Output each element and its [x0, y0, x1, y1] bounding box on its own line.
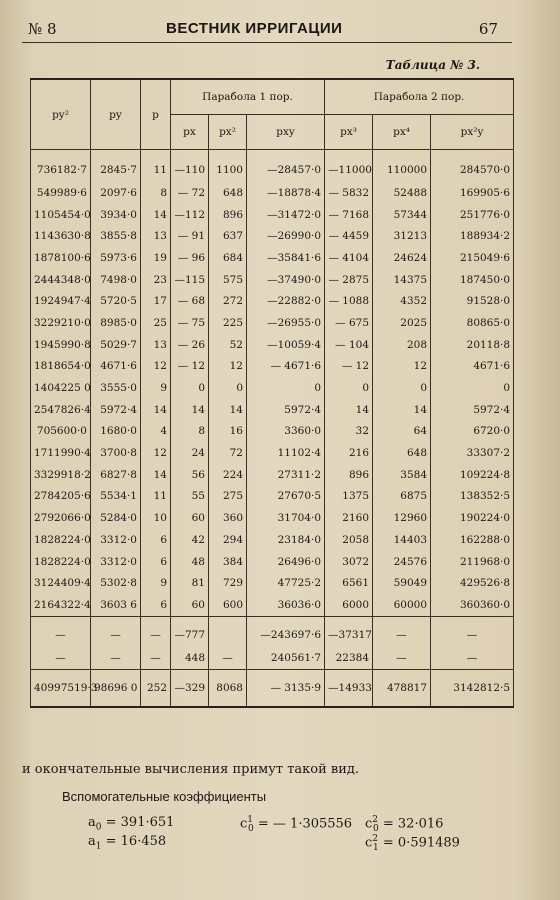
table-cell: 24: [171, 442, 209, 464]
table-cell: 216: [325, 442, 373, 464]
closing-sentence: и окончательные вычисления примут такой вид.: [22, 762, 360, 777]
col-header-px2: px²: [209, 115, 247, 150]
table-row: [31, 464, 514, 486]
table-cell: 896: [209, 204, 247, 226]
col-header-p: p: [141, 79, 171, 150]
table-cell: 3312·0: [91, 551, 141, 573]
table-cell: 1100: [209, 150, 247, 183]
table-row: [31, 377, 514, 399]
table-row: [31, 421, 514, 443]
table-cell: 14: [171, 399, 209, 421]
data-table-wrap: [30, 78, 513, 708]
table-partial-sums: [31, 616, 514, 669]
table-cell: 11: [141, 150, 171, 183]
table-cell: — 104: [325, 334, 373, 356]
table-cell: 31704·0: [247, 507, 325, 529]
table-cell: 6000: [325, 594, 373, 616]
table-cell: 11102·4: [247, 442, 325, 464]
table-cell: 12: [209, 356, 247, 378]
table-cell: —: [31, 647, 91, 670]
table-cell: 3329918·2: [31, 464, 91, 486]
table-cell: 23184·0: [247, 529, 325, 551]
table-cell: 110000: [373, 150, 431, 183]
table-cell: 2025: [373, 312, 431, 334]
table-cell: 10: [141, 507, 171, 529]
table-cell: —10059·4: [247, 334, 325, 356]
table-cell: 14: [141, 399, 171, 421]
table-sum-row: [31, 647, 514, 670]
table-cell: 40997519·3: [31, 669, 91, 707]
table-cell: —777: [171, 616, 209, 647]
table-cell: 31213: [373, 225, 431, 247]
table-cell: 162288·0: [431, 529, 514, 551]
table-cell: 3934·0: [91, 204, 141, 226]
coef-a1: $a_1 = 16\cdot 458$: [88, 834, 167, 852]
table-cell: 14: [209, 399, 247, 421]
table-cell: 1924947·4: [31, 290, 91, 312]
table-cell: 19: [141, 247, 171, 269]
table-cell: 3142812·5: [431, 669, 514, 707]
table-cell: 5534·1: [91, 486, 141, 508]
table-row: [31, 204, 514, 226]
table-cell: 8985·0: [91, 312, 141, 334]
table-cell: —26955·0: [247, 312, 325, 334]
table-cell: 13: [141, 334, 171, 356]
table-cell: 284570·0: [431, 150, 514, 183]
table-cell: — 72: [171, 182, 209, 204]
table-cell: 25: [141, 312, 171, 334]
table-cell: 5284·0: [91, 507, 141, 529]
table-cell: 80865·0: [431, 312, 514, 334]
table-row: [31, 486, 514, 508]
table-row: [31, 312, 514, 334]
table-cell: 211968·0: [431, 551, 514, 573]
table-cell: 23: [141, 269, 171, 291]
table-cell: — 12: [171, 356, 209, 378]
table-cell: — 675: [325, 312, 373, 334]
header-rule: [22, 42, 512, 43]
table-cell: 2160: [325, 507, 373, 529]
group-header-parabola-2: Парабола 2 пор.: [325, 79, 514, 115]
table-cell: 0: [373, 377, 431, 399]
data-table: [30, 78, 514, 708]
table-cell: — 26: [171, 334, 209, 356]
table-cell: 3584: [373, 464, 431, 486]
table-cell: —22882·0: [247, 290, 325, 312]
table-cell: —26990·0: [247, 225, 325, 247]
table-cell: 251776·0: [431, 204, 514, 226]
col-header-py2: py²: [31, 79, 91, 150]
table-cell: — 5832: [325, 182, 373, 204]
col-header-px3: px³: [325, 115, 373, 150]
table-cell: 24624: [373, 247, 431, 269]
table-cell: 33307·2: [431, 442, 514, 464]
col-header-py: py: [91, 79, 141, 150]
table-row: [31, 594, 514, 616]
table-cell: 224: [209, 464, 247, 486]
table-cell: —: [141, 647, 171, 670]
table-cell: 896: [325, 464, 373, 486]
table-cell: 6875: [373, 486, 431, 508]
table-cell: 2058: [325, 529, 373, 551]
table-cell: —14933: [325, 669, 373, 707]
table-cell: 6827·8: [91, 464, 141, 486]
table-cell: 12: [373, 356, 431, 378]
table-cell: —: [431, 616, 514, 647]
table-cell: 448: [171, 647, 209, 670]
table-cell: 0: [171, 377, 209, 399]
table-cell: 32: [325, 421, 373, 443]
table-cell: 1143630·8: [31, 225, 91, 247]
table-cell: — 91: [171, 225, 209, 247]
table-cell: 81: [171, 572, 209, 594]
table-cell: 575: [209, 269, 247, 291]
table-row: [31, 529, 514, 551]
table-cell: 208: [373, 334, 431, 356]
table-cell: —11000: [325, 150, 373, 183]
table-cell: 14: [141, 464, 171, 486]
table-cell: — 4671·6: [247, 356, 325, 378]
table-cell: 478817: [373, 669, 431, 707]
table-cell: 3360·0: [247, 421, 325, 443]
table-cell: 7498·0: [91, 269, 141, 291]
table-row: [31, 356, 514, 378]
table-cell: —37317: [325, 616, 373, 647]
table-cell: 138352·5: [431, 486, 514, 508]
table-cell: 14: [325, 399, 373, 421]
table-cell: 648: [209, 182, 247, 204]
table-cell: 1711990·4: [31, 442, 91, 464]
table-cell: 60: [171, 507, 209, 529]
table-row: [31, 182, 514, 204]
group-header-parabola-1: Парабола 1 пор.: [171, 79, 325, 115]
table-cell: 109224·8: [431, 464, 514, 486]
table-cell: —: [91, 616, 141, 647]
table-cell: —35841·6: [247, 247, 325, 269]
table-cell: 60: [171, 594, 209, 616]
table-cell: 91528·0: [431, 290, 514, 312]
table-cell: 2097·6: [91, 182, 141, 204]
col-header-px: px: [171, 115, 209, 150]
table-cell: 5972·4: [91, 399, 141, 421]
aux-coefficients-title: Вспомогательные коэффициенты: [62, 789, 267, 804]
table-cell: 240561·7: [247, 647, 325, 670]
table-cell: 648: [373, 442, 431, 464]
table-cell: 16: [209, 421, 247, 443]
coef-c1-0: $c^1_0$ = — 1·305556: [240, 815, 353, 834]
table-cell: 4: [141, 421, 171, 443]
table-total-row: [31, 669, 514, 707]
table-cell: — 2875: [325, 269, 373, 291]
table-cell: 2784205·6: [31, 486, 91, 508]
table-cell: 5720·5: [91, 290, 141, 312]
table-cell: 6561: [325, 572, 373, 594]
table-cell: 6: [141, 551, 171, 573]
table-row: [31, 225, 514, 247]
table-cell: — 68: [171, 290, 209, 312]
table-row: [31, 399, 514, 421]
table-cell: 2845·7: [91, 150, 141, 183]
table-cell: 684: [209, 247, 247, 269]
table-cell: 2792066·0: [31, 507, 91, 529]
col-header-pxy: pxy: [247, 115, 325, 150]
table-cell: 4671·6: [431, 356, 514, 378]
table-cell: — 75: [171, 312, 209, 334]
table-cell: 56: [171, 464, 209, 486]
table-cell: 1878100·6: [31, 247, 91, 269]
table-row: [31, 150, 514, 183]
table-row: [31, 269, 514, 291]
table-cell: 187450·0: [431, 269, 514, 291]
col-header-px4: px⁴: [373, 115, 431, 150]
table-cell: —: [31, 616, 91, 647]
table-cell: —112: [171, 204, 209, 226]
table-cell: 3312·0: [91, 529, 141, 551]
table-cell: 17: [141, 290, 171, 312]
issue-number: № 8: [28, 20, 57, 38]
table-cell: —: [209, 647, 247, 670]
table-row: [31, 572, 514, 594]
table-cell: 5972·4: [247, 399, 325, 421]
table-cell: 0: [431, 377, 514, 399]
table-cell: —18878·4: [247, 182, 325, 204]
table-cell: 736182·7: [31, 150, 91, 183]
table-cell: —: [141, 616, 171, 647]
table-cell: —: [431, 647, 514, 670]
table-row: [31, 507, 514, 529]
table-cell: 600: [209, 594, 247, 616]
table-cell: 14: [373, 399, 431, 421]
table-cell: 3072: [325, 551, 373, 573]
coef-c2-1: $c^2_1 = 0\cdot 591489$: [365, 834, 460, 853]
table-cell: —: [373, 647, 431, 670]
table-cell: 1680·0: [91, 421, 141, 443]
table-cell: 24576: [373, 551, 431, 573]
table-cell: 52: [209, 334, 247, 356]
table-row: [31, 290, 514, 312]
table-cell: 272: [209, 290, 247, 312]
table-cell: 5973·6: [91, 247, 141, 269]
table-cell: —31472·0: [247, 204, 325, 226]
table-sum-row: [31, 616, 514, 647]
table-cell: —: [373, 616, 431, 647]
table-cell: — 4104: [325, 247, 373, 269]
table-cell: 60000: [373, 594, 431, 616]
table-cell: 1404225 0: [31, 377, 91, 399]
table-row: [31, 334, 514, 356]
table-cell: 27311·2: [247, 464, 325, 486]
table-cell: —37490·0: [247, 269, 325, 291]
table-cell: 729: [209, 572, 247, 594]
table-row: [31, 442, 514, 464]
table-cell: 0: [325, 377, 373, 399]
table-cell: 1828224·0: [31, 551, 91, 573]
table-cell: 1818654·0: [31, 356, 91, 378]
table-cell: 27670·5: [247, 486, 325, 508]
page-header: [28, 20, 498, 42]
table-cell: 48: [171, 551, 209, 573]
journal-title: ВЕСТНИК ИРРИГАЦИИ: [166, 20, 343, 37]
table-cell: 5302·8: [91, 572, 141, 594]
table-cell: 2444348·0: [31, 269, 91, 291]
table-cell: 36036·0: [247, 594, 325, 616]
table-cell: 188934·2: [431, 225, 514, 247]
table-cell: 384: [209, 551, 247, 573]
table-cell: 12: [141, 356, 171, 378]
table-cell: 0: [247, 377, 325, 399]
coef-c2-0: $c^2_0 = 32\cdot 016$: [365, 815, 444, 834]
table-cell: 5972·4: [431, 399, 514, 421]
page-number: 67: [478, 20, 498, 38]
table-cell: 275: [209, 486, 247, 508]
table-cell: 294: [209, 529, 247, 551]
table-cell: —110: [171, 150, 209, 183]
table-cell: 6: [141, 529, 171, 551]
table-cell: 429526·8: [431, 572, 514, 594]
table-cell: 42: [171, 529, 209, 551]
table-body: [31, 150, 514, 617]
table-cell: 252: [141, 669, 171, 707]
table-cell: 6720·0: [431, 421, 514, 443]
table-cell: 98696 0: [91, 669, 141, 707]
table-cell: 3229210·0: [31, 312, 91, 334]
table-cell: 8: [141, 182, 171, 204]
table-cell: [209, 616, 247, 647]
table-cell: 22384: [325, 647, 373, 670]
table-cell: — 96: [171, 247, 209, 269]
table-cell: 8068: [209, 669, 247, 707]
table-cell: 72: [209, 442, 247, 464]
table-cell: 190224·0: [431, 507, 514, 529]
table-cell: — 4459: [325, 225, 373, 247]
table-cell: —28457·0: [247, 150, 325, 183]
table-cell: 11: [141, 486, 171, 508]
table-row: [31, 551, 514, 573]
table-cell: —: [91, 647, 141, 670]
table-cell: — 1088: [325, 290, 373, 312]
table-cell: — 12: [325, 356, 373, 378]
table-cell: 64: [373, 421, 431, 443]
table-cell: 705600·0: [31, 421, 91, 443]
table-cell: 12: [141, 442, 171, 464]
table-row: [31, 247, 514, 269]
table-cell: 1105454·0: [31, 204, 91, 226]
table-cell: —115: [171, 269, 209, 291]
table-cell: 215049·6: [431, 247, 514, 269]
table-cell: 9: [141, 377, 171, 399]
table-cell: —243697·6: [247, 616, 325, 647]
table-cell: 0: [209, 377, 247, 399]
table-cell: 8: [171, 421, 209, 443]
table-cell: 2547826·4: [31, 399, 91, 421]
table-cell: 55: [171, 486, 209, 508]
table-cell: 1375: [325, 486, 373, 508]
table-cell: 6: [141, 594, 171, 616]
table-cell: 225: [209, 312, 247, 334]
table-cell: 9: [141, 572, 171, 594]
table-cell: 637: [209, 225, 247, 247]
table-cell: 14375: [373, 269, 431, 291]
table-cell: 3555·0: [91, 377, 141, 399]
table-cell: — 7168: [325, 204, 373, 226]
table-cell: 59049: [373, 572, 431, 594]
table-cell: 57344: [373, 204, 431, 226]
table-cell: 4352: [373, 290, 431, 312]
table-cell: 360: [209, 507, 247, 529]
table-cell: 3124409·4: [31, 572, 91, 594]
table-cell: 360360·0: [431, 594, 514, 616]
table-cell: 26496·0: [247, 551, 325, 573]
table-cell: 1828224·0: [31, 529, 91, 551]
table-cell: 20118·8: [431, 334, 514, 356]
table-cell: 3855·8: [91, 225, 141, 247]
table-cell: — 3135·9: [247, 669, 325, 707]
table-cell: 12960: [373, 507, 431, 529]
table-cell: 14: [141, 204, 171, 226]
table-cell: 47725·2: [247, 572, 325, 594]
table-title: Таблица № 3.: [385, 58, 480, 72]
table-cell: 13: [141, 225, 171, 247]
table-total: [31, 669, 514, 707]
table-cell: 3700·8: [91, 442, 141, 464]
table-cell: —329: [171, 669, 209, 707]
coef-a0: $a_0 = 391\cdot 651$: [88, 815, 175, 833]
table-cell: 2164322·4: [31, 594, 91, 616]
table-cell: 169905·6: [431, 182, 514, 204]
table-cell: 5029·7: [91, 334, 141, 356]
table-cell: 4671·6: [91, 356, 141, 378]
table-cell: 14403: [373, 529, 431, 551]
table-cell: 1945990·8: [31, 334, 91, 356]
table-cell: 52488: [373, 182, 431, 204]
table-cell: 549989·6: [31, 182, 91, 204]
table-cell: 3603 6: [91, 594, 141, 616]
col-header-px2y: px²y: [431, 115, 514, 150]
